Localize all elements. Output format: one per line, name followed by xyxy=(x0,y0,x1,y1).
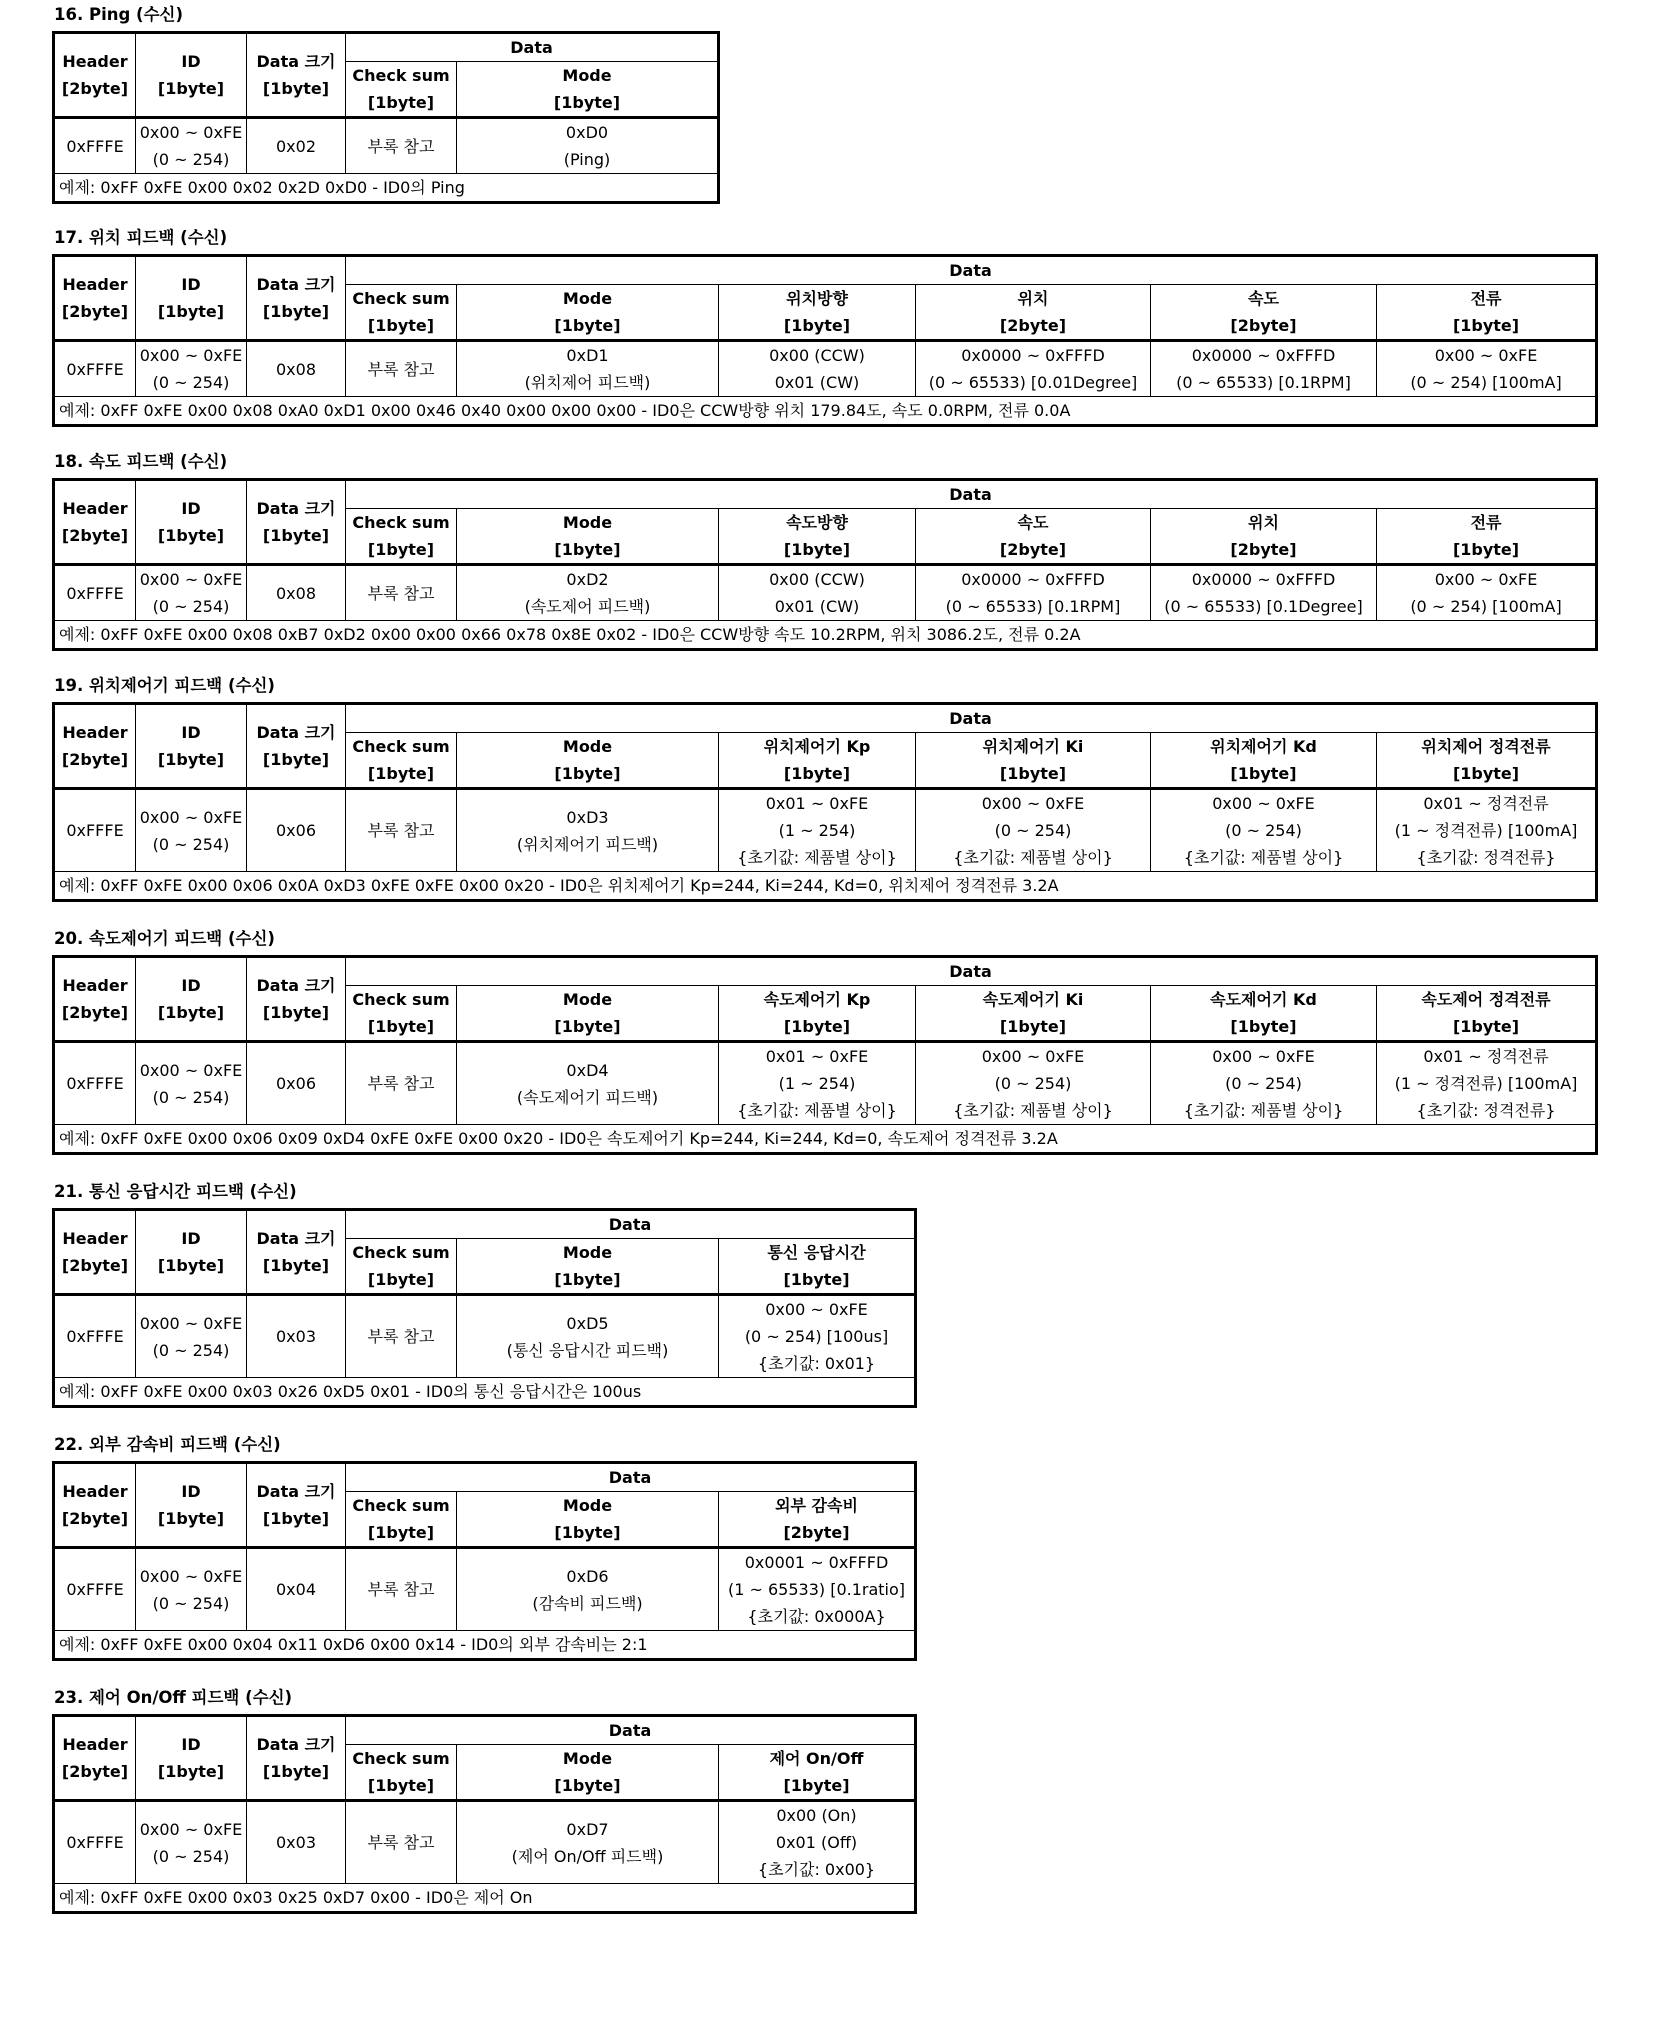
packet-format-table xyxy=(52,478,1598,651)
header-value: 0xFFFE xyxy=(54,565,136,621)
header-value: 0xFFFE xyxy=(54,1042,136,1125)
header-value: 0xFFFE xyxy=(54,341,136,397)
packet-format-table xyxy=(52,955,1598,1155)
header-col-header: Header [2byte] xyxy=(54,957,136,1042)
id-value: 0x00 ~ 0xFE (0 ~ 254) xyxy=(136,341,247,397)
field-col-header: 속도방향 [1byte] xyxy=(719,509,916,565)
data-size-value: 0x03 xyxy=(247,1801,346,1884)
data-group-header: Data xyxy=(346,1716,916,1745)
checksum-value: 부록 참고 xyxy=(346,1295,457,1378)
packet-format-table xyxy=(52,31,720,204)
data-size-col-header: Data 크기 [1byte] xyxy=(247,33,346,118)
section-title: 19. 위치제어기 피드백 (수신) xyxy=(54,676,275,695)
field-col-header: 위치 [2byte] xyxy=(1151,509,1377,565)
data-size-col-header: Data 크기 [1byte] xyxy=(247,704,346,789)
checksum-value: 부록 참고 xyxy=(346,1042,457,1125)
header-col-header: Header [2byte] xyxy=(54,480,136,565)
data-group-header: Data xyxy=(346,704,1597,733)
data-size-value: 0x06 xyxy=(247,1042,346,1125)
mode-col-header: Mode [1byte] xyxy=(457,285,719,341)
header-col-header: Header [2byte] xyxy=(54,1463,136,1548)
id-col-header: ID [1byte] xyxy=(136,1716,247,1801)
checksum-col-header: Check sum [1byte] xyxy=(346,62,457,118)
checksum-col-header: Check sum [1byte] xyxy=(346,1745,457,1801)
id-value: 0x00 ~ 0xFE (0 ~ 254) xyxy=(136,1042,247,1125)
id-col-header: ID [1byte] xyxy=(136,33,247,118)
checksum-col-header: Check sum [1byte] xyxy=(346,733,457,789)
field-value: 0x01 ~ 정격전류 (1 ~ 정격전류) [100mA] {초기값: 정격전류} xyxy=(1377,789,1597,872)
packet-format-table xyxy=(52,702,1598,902)
protocol-section xyxy=(52,1434,917,1661)
mode-value: 0xD2 (속도제어 피드백) xyxy=(457,565,719,621)
example-text: 예제: 0xFF 0xFE 0x00 0x03 0x25 0xD7 0x00 - ID0은 제어 On xyxy=(54,1884,916,1913)
example-text: 예제: 0xFF 0xFE 0x00 0x08 0xA0 0xD1 0x00 0x46 0x40 0x00 0x00 0x00 - ID0은 CCW방향 위치 179.84도, 속도 0.0RPM, 전류 0.0A xyxy=(54,397,1597,426)
field-value: 0x01 ~ 0xFE (1 ~ 254) {초기값: 제품별 상이} xyxy=(719,1042,916,1125)
protocol-section xyxy=(52,451,1598,651)
field-col-header: 전류 [1byte] xyxy=(1377,285,1597,341)
checksum-value: 부록 참고 xyxy=(346,118,457,174)
id-value: 0x00 ~ 0xFE (0 ~ 254) xyxy=(136,1548,247,1631)
mode-col-header: Mode [1byte] xyxy=(457,733,719,789)
data-size-col-header: Data 크기 [1byte] xyxy=(247,1210,346,1295)
field-col-header: 위치 [2byte] xyxy=(916,285,1151,341)
id-col-header: ID [1byte] xyxy=(136,1210,247,1295)
section-title: 16. Ping (수신) xyxy=(54,5,183,24)
field-col-header: 위치제어기 Kp [1byte] xyxy=(719,733,916,789)
section-title: 20. 속도제어기 피드백 (수신) xyxy=(54,929,275,948)
example-text: 예제: 0xFF 0xFE 0x00 0x06 0x0A 0xD3 0xFE 0xFE 0x00 0x20 - ID0은 위치제어기 Kp=244, Ki=244, Kd=0, 위치제어 정격전류 3.2A xyxy=(54,872,1597,901)
section-title: 21. 통신 응답시간 피드백 (수신) xyxy=(54,1182,297,1201)
section-title: 22. 외부 감속비 피드백 (수신) xyxy=(54,1435,281,1454)
data-size-col-header: Data 크기 [1byte] xyxy=(247,1716,346,1801)
section-title: 23. 제어 On/Off 피드백 (수신) xyxy=(54,1688,293,1707)
field-value: 0x00 ~ 0xFE (0 ~ 254) [100mA] xyxy=(1377,565,1597,621)
field-value: 0x01 ~ 0xFE (1 ~ 254) {초기값: 제품별 상이} xyxy=(719,789,916,872)
packet-format-table xyxy=(52,1208,917,1408)
header-col-header: Header [2byte] xyxy=(54,704,136,789)
data-group-header: Data xyxy=(346,1463,916,1492)
mode-value: 0xD0 (Ping) xyxy=(457,118,719,174)
field-col-header: 속도제어기 Kd [1byte] xyxy=(1151,986,1377,1042)
example-text: 예제: 0xFF 0xFE 0x00 0x04 0x11 0xD6 0x00 0x14 - ID0의 외부 감속비는 2:1 xyxy=(54,1631,916,1660)
data-group-header: Data xyxy=(346,957,1597,986)
field-value: 0x00 (On) 0x01 (Off) {초기값: 0x00} xyxy=(719,1801,916,1884)
protocol-section xyxy=(52,675,1598,902)
mode-col-header: Mode [1byte] xyxy=(457,1492,719,1548)
data-size-col-header: Data 크기 [1byte] xyxy=(247,256,346,341)
checksum-value: 부록 참고 xyxy=(346,789,457,872)
header-col-header: Header [2byte] xyxy=(54,1210,136,1295)
packet-format-table xyxy=(52,1714,917,1914)
mode-value: 0xD6 (감속비 피드백) xyxy=(457,1548,719,1631)
field-value: 0x00 ~ 0xFE (0 ~ 254) {초기값: 제품별 상이} xyxy=(1151,789,1377,872)
id-value: 0x00 ~ 0xFE (0 ~ 254) xyxy=(136,565,247,621)
checksum-col-header: Check sum [1byte] xyxy=(346,1239,457,1295)
data-size-col-header: Data 크기 [1byte] xyxy=(247,957,346,1042)
section-title: 18. 속도 피드백 (수신) xyxy=(54,452,228,471)
field-col-header: 제어 On/Off [1byte] xyxy=(719,1745,916,1801)
id-value: 0x00 ~ 0xFE (0 ~ 254) xyxy=(136,118,247,174)
example-text: 예제: 0xFF 0xFE 0x00 0x08 0xB7 0xD2 0x00 0x00 0x66 0x78 0x8E 0x02 - ID0은 CCW방향 속도 10.2RPM, 위치 3086.2도, 전류 0.2A xyxy=(54,621,1597,650)
checksum-col-header: Check sum [1byte] xyxy=(346,509,457,565)
id-value: 0x00 ~ 0xFE (0 ~ 254) xyxy=(136,789,247,872)
mode-value: 0xD4 (속도제어기 피드백) xyxy=(457,1042,719,1125)
header-value: 0xFFFE xyxy=(54,1801,136,1884)
field-col-header: 속도제어 정격전류 [1byte] xyxy=(1377,986,1597,1042)
protocol-section xyxy=(52,1181,917,1408)
field-col-header: 전류 [1byte] xyxy=(1377,509,1597,565)
field-value: 0x01 ~ 정격전류 (1 ~ 정격전류) [100mA] {초기값: 정격전류} xyxy=(1377,1042,1597,1125)
field-value: 0x00 (CCW) 0x01 (CW) xyxy=(719,341,916,397)
data-size-value: 0x02 xyxy=(247,118,346,174)
checksum-col-header: Check sum [1byte] xyxy=(346,986,457,1042)
header-col-header: Header [2byte] xyxy=(54,1716,136,1801)
data-size-value: 0x03 xyxy=(247,1295,346,1378)
field-value: 0x00 ~ 0xFE (0 ~ 254) {초기값: 제품별 상이} xyxy=(916,789,1151,872)
field-value: 0x00 ~ 0xFE (0 ~ 254) {초기값: 제품별 상이} xyxy=(916,1042,1151,1125)
data-size-value: 0x06 xyxy=(247,789,346,872)
field-value: 0x00 ~ 0xFE (0 ~ 254) {초기값: 제품별 상이} xyxy=(1151,1042,1377,1125)
mode-col-header: Mode [1byte] xyxy=(457,1239,719,1295)
field-value: 0x0001 ~ 0xFFFD (1 ~ 65533) [0.1ratio] {초기값: 0x000A} xyxy=(719,1548,916,1631)
data-group-header: Data xyxy=(346,480,1597,509)
checksum-value: 부록 참고 xyxy=(346,1801,457,1884)
field-value: 0x0000 ~ 0xFFFD (0 ~ 65533) [0.01Degree] xyxy=(916,341,1151,397)
checksum-value: 부록 참고 xyxy=(346,341,457,397)
example-text: 예제: 0xFF 0xFE 0x00 0x03 0x26 0xD5 0x01 - ID0의 통신 응답시간은 100us xyxy=(54,1378,916,1407)
field-value: 0x0000 ~ 0xFFFD (0 ~ 65533) [0.1RPM] xyxy=(916,565,1151,621)
section-title: 17. 위치 피드백 (수신) xyxy=(54,228,228,247)
id-col-header: ID [1byte] xyxy=(136,1463,247,1548)
field-value: 0x00 ~ 0xFE (0 ~ 254) [100mA] xyxy=(1377,341,1597,397)
field-value: 0x00 ~ 0xFE (0 ~ 254) [100us] {초기값: 0x01} xyxy=(719,1295,916,1378)
field-col-header: 위치방향 [1byte] xyxy=(719,285,916,341)
id-col-header: ID [1byte] xyxy=(136,957,247,1042)
data-size-col-header: Data 크기 [1byte] xyxy=(247,1463,346,1548)
header-value: 0xFFFE xyxy=(54,1548,136,1631)
data-group-header: Data xyxy=(346,33,719,62)
mode-col-header: Mode [1byte] xyxy=(457,986,719,1042)
field-col-header: 속도 [2byte] xyxy=(1151,285,1377,341)
id-value: 0x00 ~ 0xFE (0 ~ 254) xyxy=(136,1801,247,1884)
data-size-value: 0x08 xyxy=(247,341,346,397)
id-value: 0x00 ~ 0xFE (0 ~ 254) xyxy=(136,1295,247,1378)
checksum-col-header: Check sum [1byte] xyxy=(346,285,457,341)
data-size-value: 0x04 xyxy=(247,1548,346,1631)
protocol-section xyxy=(52,1687,917,1914)
header-col-header: Header [2byte] xyxy=(54,33,136,118)
field-value: 0x0000 ~ 0xFFFD (0 ~ 65533) [0.1RPM] xyxy=(1151,341,1377,397)
field-col-header: 속도제어기 Kp [1byte] xyxy=(719,986,916,1042)
mode-col-header: Mode [1byte] xyxy=(457,509,719,565)
checksum-value: 부록 참고 xyxy=(346,1548,457,1631)
field-col-header: 속도제어기 Ki [1byte] xyxy=(916,986,1151,1042)
field-col-header: 외부 감속비 [2byte] xyxy=(719,1492,916,1548)
protocol-section xyxy=(52,928,1598,1155)
header-value: 0xFFFE xyxy=(54,1295,136,1378)
data-group-header: Data xyxy=(346,1210,916,1239)
id-col-header: ID [1byte] xyxy=(136,256,247,341)
field-col-header: 위치제어기 Ki [1byte] xyxy=(916,733,1151,789)
protocol-section xyxy=(52,4,720,204)
field-col-header: 속도 [2byte] xyxy=(916,509,1151,565)
checksum-col-header: Check sum [1byte] xyxy=(346,1492,457,1548)
header-col-header: Header [2byte] xyxy=(54,256,136,341)
example-text: 예제: 0xFF 0xFE 0x00 0x06 0x09 0xD4 0xFE 0xFE 0x00 0x20 - ID0은 속도제어기 Kp=244, Ki=244, Kd=0, 속도제어 정격전류 3.2A xyxy=(54,1125,1597,1154)
data-size-col-header: Data 크기 [1byte] xyxy=(247,480,346,565)
data-size-value: 0x08 xyxy=(247,565,346,621)
mode-value: 0xD7 (제어 On/Off 피드백) xyxy=(457,1801,719,1884)
checksum-value: 부록 참고 xyxy=(346,565,457,621)
id-col-header: ID [1byte] xyxy=(136,480,247,565)
field-value: 0x0000 ~ 0xFFFD (0 ~ 65533) [0.1Degree] xyxy=(1151,565,1377,621)
field-col-header: 위치제어기 Kd [1byte] xyxy=(1151,733,1377,789)
field-col-header: 위치제어 정격전류 [1byte] xyxy=(1377,733,1597,789)
mode-value: 0xD1 (위치제어 피드백) xyxy=(457,341,719,397)
packet-format-table xyxy=(52,1461,917,1661)
mode-value: 0xD5 (통신 응답시간 피드백) xyxy=(457,1295,719,1378)
header-value: 0xFFFE xyxy=(54,789,136,872)
example-text: 예제: 0xFF 0xFE 0x00 0x02 0x2D 0xD0 - ID0의 Ping xyxy=(54,174,719,203)
packet-format-table xyxy=(52,254,1598,427)
protocol-section xyxy=(52,227,1598,427)
data-group-header: Data xyxy=(346,256,1597,285)
mode-col-header: Mode [1byte] xyxy=(457,62,719,118)
mode-value: 0xD3 (위치제어기 피드백) xyxy=(457,789,719,872)
header-value: 0xFFFE xyxy=(54,118,136,174)
field-col-header: 통신 응답시간 [1byte] xyxy=(719,1239,916,1295)
mode-col-header: Mode [1byte] xyxy=(457,1745,719,1801)
field-value: 0x00 (CCW) 0x01 (CW) xyxy=(719,565,916,621)
id-col-header: ID [1byte] xyxy=(136,704,247,789)
